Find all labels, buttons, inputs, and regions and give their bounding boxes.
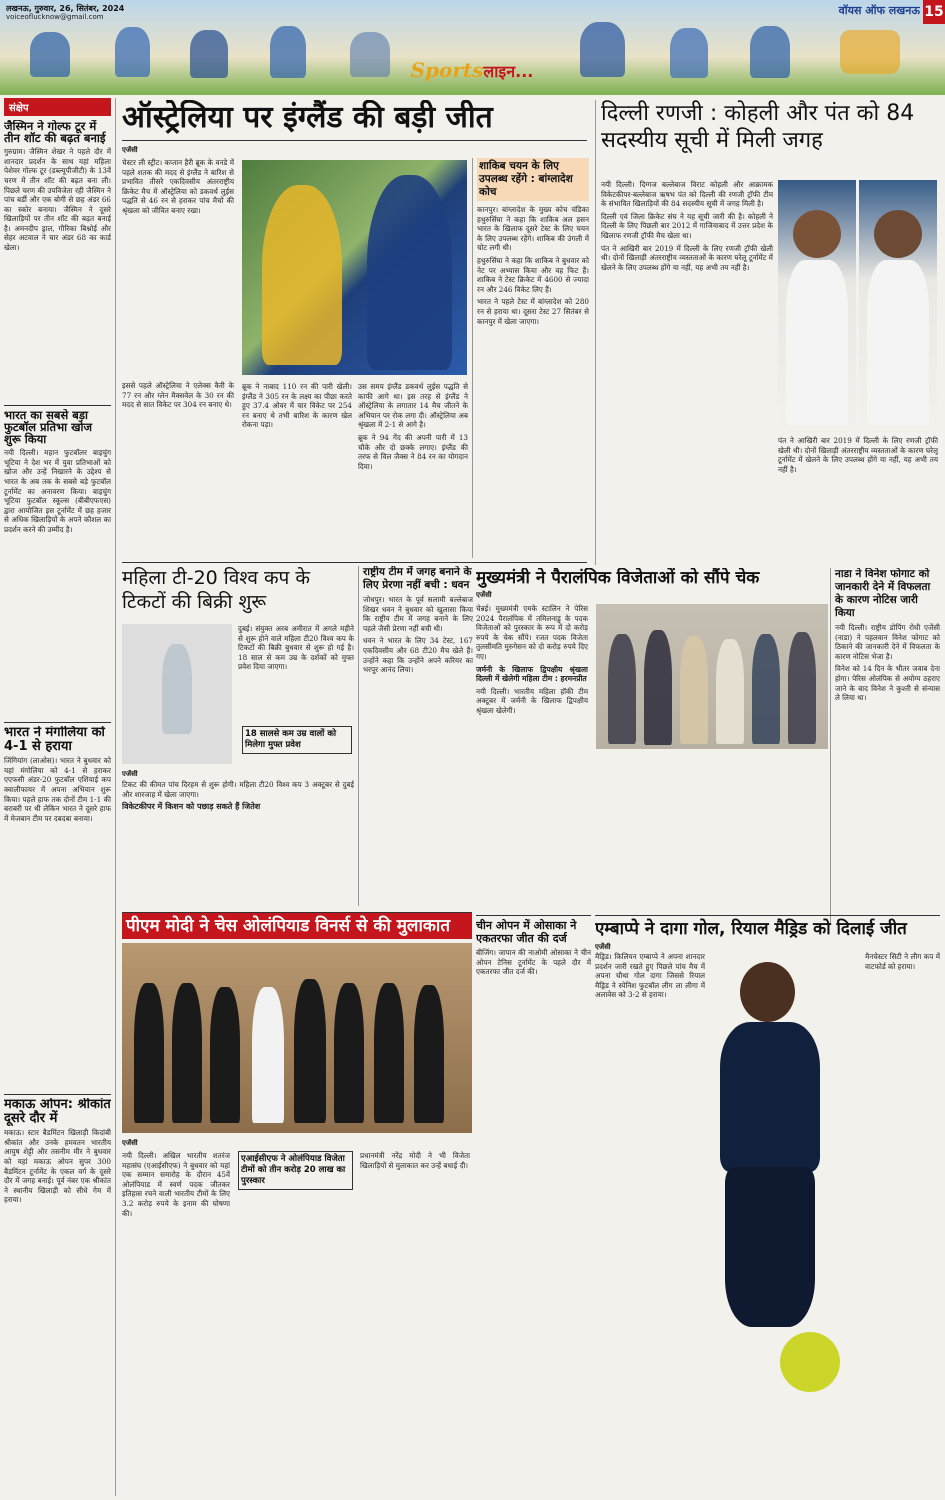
brand: वॉयस ऑफ लखनऊ [838,4,920,17]
paralympic-body: चेन्नई। मुख्यमंत्री एमके स्टालिन ने पेरिस 2024 पैरालंपिक में तमिलनाडु के पदक विजेताओं को पुरस्कार के रूप में दो करोड़ रुपये के चेक सौंपे। रजत पदक विजेता तुलसीमति मुरुगेसन को दो करोड़ रुपये दिए गए। जर्मनी के खिलाफ द्विपक्षीय श्रृंखला दिल्ली में खेलेगी महिला टीम : हरमनप्रीत नयी दिल्ली। भारतीय महिला हॉकी टीम अक्टूबर में जर्मनी के खिलाफ द्विपक्षीय श्रृंखला खेलेगी। [476,604,588,715]
t20-body: दुबई। संयुक्त अरब अमीरात में अगले महीने से शुरू होने वाले महिला टी20 विश्व कप के टिकटों की बिक्री बुधवार से शुरू हो गई है। 18 साल से कम उम्र के दर्शकों को मुफ्त प्रवेश दिया जाएगा। [238,624,354,672]
trophy-photo [122,624,232,764]
lead-body-col1: चेस्टर ली स्ट्रीट। कप्तान हैरी ब्रूक के वनडे में पहले शतक की मदद से इंग्लैंड ने बारिश से प्रभावित तीसरे एकदिवसीय अंतरराष्ट्रीय क्रिकेट मैच में ऑस्ट्रेलिया को डकवर्थ लुईस पद्धति से 46 रन से हराकर पांच मैचों की श्रृंखला को जीवित बनाए रखा। [122,158,234,215]
brief-headline: जैस्मिन ने गोल्फ टूर में तीन शॉट की बढ़त बनाई [4,120,106,146]
mbappe-body-right: मैनचेस्टर सिटी ने लीग कप में वाटफोर्ड को हराया। [865,952,940,971]
kohli-body-cont: पंत ने आखिरी बार 2019 में दिल्ली के लिए रणजी ट्रॉफी खेली थी। दोनों खिलाड़ी अंतरराष्ट्रीय व्यस्तताओं के कारण घरेलू टूर्नामेंट में खेलने के लिए उपलब्ध होंगे या नहीं, यह अभी तय नहीं है। [778,436,938,474]
brief-item-golf [4,120,111,402]
t20-pullquote: 18 सालसे कम उम्र वालों को मिलेगा मुफ्त प्रवेश [242,726,352,754]
brief-headline: भारत ने मंगोलिया को 4-1 से हराया [4,726,105,754]
vinesh-story [830,568,940,923]
sankshep-label: संक्षेप [4,98,111,116]
lead-body-col3: उस समय इंग्लैंड डकवर्थ लुईस पद्धति से काफी आगे था। इस तरह से इंग्लैंड ने ऑस्ट्रेलिया के लगातार 14 मैच जीतने के अभियान पर रोक लगा दी। ऑस्ट्रेलिया अब श्रृंखला में 2-1 से आगे है। ब्रूक ने 94 गेंद की अपनी पारी में 13 चौके और दो छक्के लगाए। इंग्लैंड की तरफ से विल जैक्स ने 84 रन का योगदान दिया। [358,382,468,471]
paralympic-byline: एजेंसी [476,591,492,599]
lead-body-col2: ब्रूक ने नाबाद 110 रन की पारी खेली। इंग्लैंड ने 305 रन के लक्ष्य का पीछा करते हुए 37.4 ओवर में चार विकेट पर 254 रन बनाए थे तभी बारिश के कारण खेल रोकना पड़ा। [242,382,352,430]
mbappe-body: मैड्रिड। किलियन एम्बाप्पे ने अपना शानदार प्रदर्शन जारी रखते हुए पिछले पांच मैच में अपना चौथा गोल दागा जिससे रियाल मैड्रिड ने स्पेनिश फुटबॉल लीग ला लीगा में अलावेस को 3-2 से हराया। [595,952,705,1000]
dhawan-headline: राष्ट्रीय टीम में जगह बनाने के लिए प्रेरणा नहीं बची : धवन [363,566,472,591]
pant-photo [859,180,937,430]
bangladesh-headline: शाकिब चयन के लिए उपलब्ध रहेंगे : बांग्लादेश कोच [477,158,589,201]
dhawan-body: जोधपुर। भारत के पूर्व सलामी बल्लेबाज शिखर धवन ने बुधवार को खुलासा किया कि राष्ट्रीय टीम में जगह बनाने के लिए पहले जैसी प्रेरणा नहीं बची थी। धवन ने भारत के लिए 34 टेस्ट, 167 एकदिवसीय और 68 टी20 मैच खेले हैं। उन्होंने कहा कि उन्होंने अपने करियर का भरपूर आनंद लिया। [363,595,473,675]
brief-body: मकाऊ। स्टार बैडमिंटन खिलाड़ी किदांबी श्रीकांत और उनके हमवतन भारतीय आयुष शेट्टी और तसनीम मीर ने बुधवार को यहां मकाऊ ओपन सुपर 300 बैडमिंटन टूर्नामेंट के एकल वर्ग के दूसरे दौर में जगह बनाई। पूर्व नंबर एक श्रीकांत ने स्थानीय खिलाड़ी को सीधे गेम में हराया। [4,1128,111,1205]
mbappe-photo [710,952,860,1412]
paralympic-photo [596,604,828,749]
sankshep-column [4,98,116,1496]
t20-story [122,566,354,776]
chess-pullquote: एआईसीएफ ने ओलंपियाड विजेता टीमों को तीन करोड़ 20 लाख का पुरस्कार [238,1151,353,1190]
chess-body-right: प्रधानमंत्री नरेंद्र मोदी ने भी विजेता खिलाड़ियों से मुलाकात कर उन्हें बधाई दी। [360,1151,470,1170]
email-line: voiceoflucknow@gmail.com [6,13,104,21]
vinesh-headline: नाडा ने विनेश फोगाट को जानकारी देने में विफलता के कारण नोटिस जारी किया [835,568,931,619]
brief-body: जिंगियांग (लाओस)। भारत ने बुधवार को यहां मंगोलिया को 4-1 से हराकर एएफसी अंडर-20 फुटबॉल एशियाई कप क्वालीफायर में अपना अभियान शुरू किया। पहले हाफ तक दोनों टीम 1-1 की बराबरी पर थी लेकिन भारत ने दूसरे हाफ में मेजबान टीम पर दबदबा बनाया। [4,756,111,823]
brief-body: नयी दिल्ली। महान फुटबॉलर बाइचुंग भूटिया ने देश भर में युवा प्रतिभाओं को खोज और उन्हें निखारने के उद्देश्य से भारत के अब तक के सबसे बड़े फुटबॉल टूर्नामेंट का अनावरण किया। बाइचुंग भूटिया फुटबॉल स्कूल्स (बीबीएफएस) द्वारा आयोजित इस टूर्नामेंट में छह हजार से अधिक खिलाड़ियों के अपने कौशल का प्रदर्शन करने की उम्मीद है। [4,448,111,534]
kohli-body: नयी दिल्ली। दिग्गज बल्लेबाज विराट कोहली और आक्रामक विकेटकीपर-बल्लेबाज ऋषभ पंत को दिल्ली की रणजी ट्रॉफी टीम के संभावित खिलाड़ियों की 84 सदस्यीय सूची में जगह मिली है। दिल्ली एवं जिला क्रिकेट संघ ने यह सूची जारी की है। कोहली ने दिल्ली के लिए पिछली बार 2012 में गाजियाबाद में उत्तर प्रदेश के खिलाफ रणजी ट्रॉफी मैच खेला था। पंत ने आखिरी बार 2019 में दिल्ली के लिए रणजी ट्रॉफी खेली थी। दोनों खिलाड़ी अंतरराष्ट्रीय व्यस्तताओं के कारण घरेलू टूर्नामेंट में खेलने के लिए उपलब्ध होंगे या नहीं, यह अभी तय नहीं है। [601,180,773,272]
dhawan-story [358,566,473,906]
t20-body-cont: टिकट की कीमत पांच दिरहम से शुरू होगी। महिला टी20 विश्व कप 3 अक्टूबर से दुबई और शारजाह में खेला जाएगा। विकेटकीपर में किशन को पछाड़ सकते हैं जितेश [122,780,354,812]
brief-item-mongolia [4,726,111,1091]
section-title-en: Sports [410,58,484,82]
chess-byline: एजेंसी [122,1139,138,1147]
masthead [0,0,945,95]
lead-headline: ऑस्ट्रेलिया पर इंग्लैंड की बड़ी जीत [122,100,493,135]
section-title-hi: लाइन... [483,62,534,81]
chess-story [122,912,472,1497]
section-title [362,58,582,88]
kohli-headline: दिल्ली रणजी : कोहली और पंत को 84 सदस्यीय सूची में मिली जगह [601,101,915,153]
date-line: लखनऊ, गुरुवार, 26, सितंबर, 2024 [6,4,125,13]
bangladesh-body: कानपुर। बांग्लादेश के मुख्य कोच चंडिका हथुरुसिंघा ने कहा कि शाकिब अल हसन भारत के खिलाफ दूसरे टेस्ट के लिए चयन के लिए उपलब्ध रहेंगे। शाकिब की उंगली में चोट लगी थी। हथुरुसिंघा ने कहा कि शाकिब ने बुधवार को नेट पर अभ्यास किया और वह फिट हैं। शाकिब ने टेस्ट क्रिकेट में 4600 से ज्यादा रन और 246 विकेट लिए हैं। भारत ने पहले टेस्ट में बांग्लादेश को 280 रन से हराया था। दूसरा टेस्ट 27 सितंबर से कानपुर में खेला जाएगा। [477,205,589,326]
china-open-body: बीजिंग। जापान की नाओमी ओसाका ने चीन ओपन टेनिस टूर्नामेंट के पहले दौर में एकतरफा जीत दर्ज की। [476,948,591,977]
mbappe-story [595,915,940,1495]
chess-headline: पीएम मोदी ने चेस ओलंपियाड विनर्स से की मुलाकात [122,913,472,939]
china-open-headline: चीन ओपन में ओसाका ने एकतरफा जीत की दर्ज [476,919,577,945]
vinesh-body: नयी दिल्ली। राष्ट्रीय डोपिंग रोधी एजेंसी (नाडा) ने पहलवान विनेश फोगाट को ठिकाने की जानकारी देने में विफलता के कारण नोटिस भेजा है। विनेश को 14 दिन के भीतर जवाब देना होगा। पेरिस ओलंपिक से अयोग्य ठहराए जाने के बाद विनेश ने कुश्ती से संन्यास ले लिया था। [835,623,940,703]
brief-body: गुरुग्राम। जैस्मिन शेखर ने पहले दौर में शानदार प्रदर्शन के साथ यहां महिला पेशेवर गोल्फ टूर (डब्ल्यूपीजीटी) के 13वें चरण में तीन शॉट की बढ़त बना ली। पिछले चरण की उपविजेता रही जैस्मिन ने पांच बर्डी और एक बोगी से छह अंडर 66 का स्कोर बनाया। जैस्मिन ने दूसरे खिलाड़ियों पर तीन शॉट की बढ़त बनाई है। अमनदीप ड्राल, गौरिका बिश्नोई और सेहर अटवाल ने चार अंडर 68 का कार्ड खेला। [4,147,111,253]
lead-byline: एजेंसी [122,146,138,154]
mbappe-headline: एम्बाप्पे ने दागा गोल, रियाल मैड्रिड को दिलाई जीत [595,919,907,939]
brief-headline: भारत का सबसे बड़ा फुटबॉल प्रतिभा खोज शुरू किया [4,409,93,447]
paralympic-headline: मुख्यमंत्री ने पैरालंपिक विजेताओं को सौंपे चेक [476,568,760,588]
chess-body: नयी दिल्ली। अखिल भारतीय शतरंज महासंघ (एआईसीएफ) ने बुधवार को यहां एक सम्मान समारोह के दौरान 45वें ओलंपियाड में स्वर्ण पदक जीतकर इतिहास रचने वाली भारतीय टीमों के लिए 3.2 करोड़ रुपये के इनाम की घोषणा की। [122,1151,230,1218]
kohli-story [595,100,940,565]
lead-body-col4: इससे पहले ऑस्ट्रेलिया ने एलेक्स कैरी के 77 रन और ग्लेन मैक्सवेल के 30 रन की मदद से सात विकेट पर 304 रन बनाए थे। [122,381,234,410]
lead-photo [242,160,467,375]
brief-item-football [4,409,111,719]
t20-headline: महिला टी-20 विश्व कप के टिकटों की बिक्री शुरू [122,567,310,613]
page-number: 15 [923,0,945,24]
kohli-photo [778,180,856,430]
mbappe-byline: एजेंसी [595,943,611,951]
paralympic-story [476,568,836,908]
bangladesh-story [472,158,589,558]
chess-photo [122,943,472,1133]
china-open-story [476,915,591,1495]
t20-byline: एजेंसी [122,770,138,776]
brief-headline: मकाऊ ओपन: श्रीकांत दूसरे दौर में [4,1098,111,1126]
brief-item-macau [4,1098,111,1496]
